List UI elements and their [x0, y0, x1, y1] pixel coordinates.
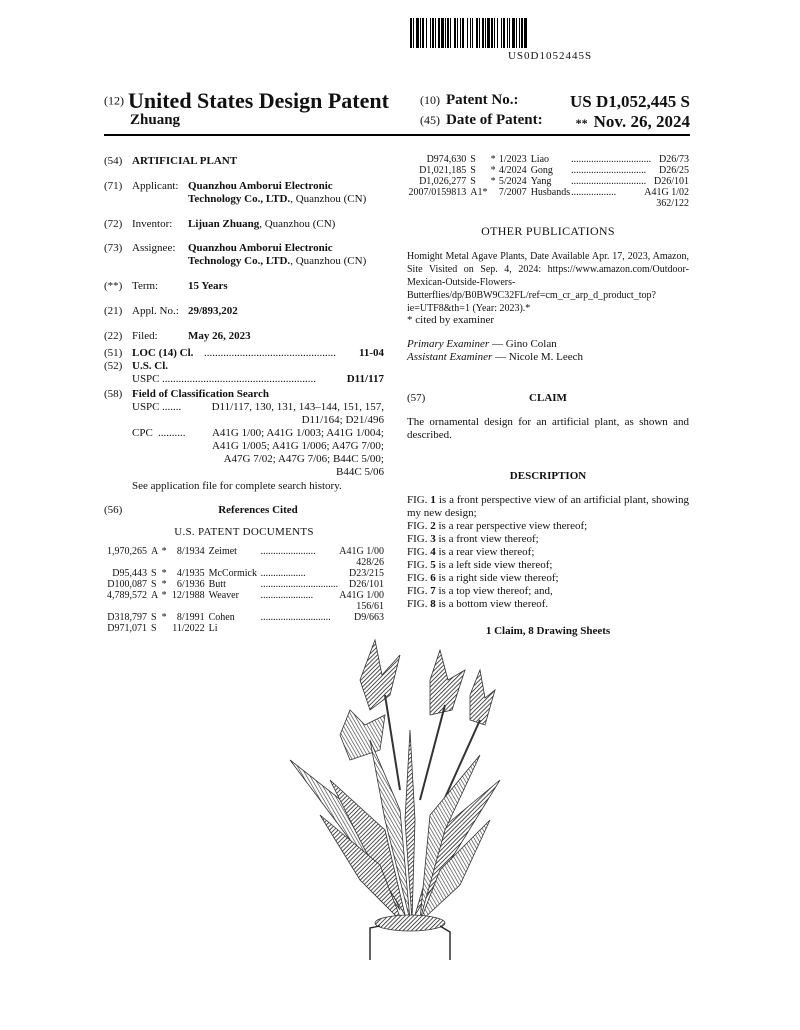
fig-number: 8 — [430, 598, 436, 610]
figure-description — [407, 559, 689, 572]
reference-cited-marker: * — [161, 568, 167, 579]
reference-cited-marker: * — [161, 590, 167, 601]
leader-dots — [261, 623, 336, 634]
fig-text: is a right side view thereof; — [435, 572, 559, 584]
field-73-assignee — [104, 242, 384, 272]
reference-date: 8/1934 — [176, 546, 205, 557]
references-table — [407, 154, 689, 209]
date-marker: ** — [575, 116, 588, 130]
leader-dots: .............................. — [571, 165, 647, 176]
barcode — [410, 18, 690, 48]
document-title: United States Design Patent — [128, 88, 389, 113]
cited-by-examiner: * cited by examiner — [407, 314, 495, 326]
reference-row — [407, 154, 689, 165]
field-54-title — [104, 155, 384, 169]
fig-text: is a front perspective view of an artificial plant, showing my new design; — [407, 494, 689, 519]
reference-inventor: Weaver — [208, 590, 239, 601]
figure-description — [407, 598, 689, 611]
reference-kind: S — [470, 154, 476, 165]
patent-date-label: Date of Patent: — [446, 112, 543, 128]
reference-kind: S — [151, 579, 157, 590]
other-publications-text: Homight Metal Agave Plants, Date Available Apr. 17, 2023, Amazon, Site Visited on Sep. 4, 2024: https://www.amazon.com/Outdoor-Mexican-Outside-Flowers-Butterflies/dp/B0BW9C32FL/ref=cm_cr_arp_d_product_top?ie=UTF8&th=1 (Year: 2023).* — [407, 251, 689, 314]
patent-number: US D1,052,445 S — [570, 92, 690, 111]
figure-description — [407, 520, 689, 533]
uspc-search-line-2: D11/164; D21/496 — [301, 414, 384, 426]
fig-number: 4 — [430, 546, 436, 558]
field-57-claim-header — [407, 392, 689, 406]
field-22-filed — [104, 330, 384, 344]
fig-prefix: FIG. — [407, 520, 431, 532]
figure-description — [407, 572, 689, 585]
leader-dots: .......... — [158, 427, 186, 439]
reference-number: 2007/0159813 — [408, 187, 467, 198]
assistant-examiner-label: Assistant Examiner — [407, 351, 493, 363]
inventor-name: Lijuan Zhuang — [188, 218, 260, 230]
reference-row — [104, 612, 384, 623]
reference-date: 5/2024 — [498, 176, 527, 187]
barcode-number: US0D1052445S — [507, 50, 593, 62]
patent-number-label: Patent No.: — [446, 92, 519, 108]
reference-class-secondary: 362/122 — [656, 198, 689, 209]
fig-number: 5 — [430, 559, 436, 571]
reference-number: D1,026,277 — [419, 176, 467, 187]
reference-number: 1,970,265 — [107, 546, 147, 557]
reference-class: D26/101 — [349, 579, 384, 590]
loc-label: LOC (14) Cl. — [132, 347, 194, 359]
design-drawing-artificial-plant — [290, 640, 520, 960]
us-cl-label: U.S. Cl. — [132, 360, 169, 372]
cpc-search-line-1: A41G 1/00; A41G 1/003; A41G 1/004; — [211, 427, 384, 439]
fig-prefix: FIG. — [407, 585, 431, 597]
inid-code: (52) — [104, 360, 123, 372]
references-list-left — [104, 546, 384, 634]
reference-row — [407, 176, 689, 187]
inid-code: (10) — [420, 93, 440, 107]
field-21-appl-no — [104, 305, 384, 319]
reference-date: 1/2023 — [498, 154, 527, 165]
design-title: ARTIFICIAL PLANT — [132, 155, 238, 167]
other-publications-title: OTHER PUBLICATIONS — [481, 224, 615, 238]
inid-code: (57) — [407, 392, 426, 404]
fig-text: is a rear perspective view thereof; — [435, 520, 588, 532]
figure-description — [407, 546, 689, 559]
assistant-examiner-name: — Nicole M. Leech — [492, 351, 583, 363]
leader-dots: ................................................ — [204, 347, 336, 359]
reference-date: 4/1935 — [176, 568, 205, 579]
fig-text: is a top view thereof; and, — [435, 585, 553, 597]
reference-cited-marker: * — [490, 176, 496, 187]
cpc-search-line-2: A41G 1/005; A41G 1/006; A47G 7/00; — [211, 440, 384, 452]
patent-id-block — [420, 92, 690, 132]
reference-number: D95,443 — [112, 568, 147, 579]
inventor-location: , Quanzhou (CN) — [259, 218, 336, 230]
reference-cited-marker — [159, 623, 169, 634]
reference-class — [336, 623, 384, 634]
reference-date: 4/2024 — [498, 165, 527, 176]
assignee-name: Quanzhou Amborui Electronic Technology Co., LTD. — [188, 242, 333, 267]
figure-description — [407, 533, 689, 546]
reference-class: D26/73 — [659, 154, 689, 165]
artificial-plant-figure — [290, 640, 520, 960]
patent-date: Nov. 26, 2024 — [593, 112, 690, 131]
inid-code: (72) — [104, 218, 123, 230]
inventor-label: Inventor: — [132, 218, 173, 230]
leader-dots: ...................... — [260, 546, 316, 557]
leader-dots: ....... — [162, 401, 182, 413]
fig-prefix: FIG. — [407, 533, 431, 545]
reference-date: 6/1936 — [176, 579, 205, 590]
reference-inventor: McCormick — [208, 568, 257, 579]
reference-inventor: Yang — [530, 176, 552, 187]
primary-examiner-label: Primary Examiner — [407, 338, 490, 350]
reference-kind: S — [470, 165, 476, 176]
fig-text: is a left side view thereof; — [435, 559, 553, 571]
reference-row — [104, 546, 384, 557]
field-71-applicant — [104, 180, 384, 210]
field-term — [104, 280, 384, 294]
reference-class-secondary: 428/26 — [356, 557, 384, 568]
reference-number: D1,021,185 — [419, 165, 467, 176]
fig-prefix: FIG. — [407, 494, 431, 506]
leader-dots: .............................. — [571, 176, 647, 187]
reference-cited-marker: * — [490, 154, 496, 165]
us-patent-documents-title: U.S. PATENT DOCUMENTS — [174, 526, 314, 538]
fig-prefix: FIG. — [407, 546, 431, 558]
field-51-loc — [104, 347, 384, 361]
reference-cited-marker: * — [161, 612, 167, 623]
reference-cited-marker — [488, 187, 498, 198]
reference-row — [104, 568, 384, 579]
reference-inventor: Cohen — [208, 612, 235, 623]
barcode-bar — [527, 18, 529, 48]
reference-inventor: Li — [208, 623, 218, 634]
reference-row — [104, 579, 384, 590]
reference-row — [104, 590, 384, 601]
assistant-examiner — [407, 351, 689, 364]
leader-dots: ............................ — [260, 612, 331, 623]
references-table — [104, 546, 384, 634]
inid-code: (22) — [104, 330, 123, 342]
inid-code: (**) — [104, 280, 123, 292]
reference-number: D971,071 — [107, 623, 147, 634]
description-title: DESCRIPTION — [509, 470, 587, 482]
classification-search-label: Field of Classification Search — [132, 388, 269, 400]
leader-dots: .................. — [571, 187, 617, 198]
filed-value: May 26, 2023 — [188, 330, 251, 342]
reference-date: 7/2007 — [498, 187, 527, 198]
patent-type-title — [104, 88, 389, 114]
reference-inventor: Zeimet — [208, 546, 237, 557]
reference-cited-marker: * — [490, 165, 496, 176]
reference-date: 8/1991 — [176, 612, 205, 623]
fig-number: 1 — [430, 494, 436, 506]
applicant-location: , Quanzhou (CN) — [290, 193, 367, 205]
cpc-search-line-3: A47G 7/02; A47G 7/06; B44C 5/00; — [223, 453, 384, 465]
inid-code: (54) — [104, 155, 123, 167]
reference-kind: S — [151, 568, 157, 579]
fig-number: 2 — [430, 520, 436, 532]
reference-kind: A1* — [470, 187, 488, 198]
fig-number: 3 — [430, 533, 436, 545]
reference-number: D974,630 — [426, 154, 467, 165]
leader-dots: ........................................................ — [162, 373, 316, 385]
fig-text: is a front view thereof; — [435, 533, 539, 545]
reference-row-continuation — [104, 601, 384, 612]
reference-row — [407, 187, 689, 198]
reference-number: 4,789,572 — [107, 590, 147, 601]
first-inventor-surname: Zhuang — [130, 112, 181, 128]
figure-descriptions — [407, 494, 689, 611]
uspc-search-line-1: D11/117, 130, 131, 143–144, 151, 157, — [211, 401, 384, 413]
field-52-us-cl — [104, 360, 384, 388]
reference-cited-marker: * — [161, 546, 167, 557]
references-cited-title: References Cited — [218, 504, 298, 516]
reference-kind: A — [151, 546, 159, 557]
reference-date: 12/1988 — [171, 590, 205, 601]
inid-code: (51) — [104, 347, 123, 359]
reference-class-secondary: 156/61 — [356, 601, 384, 612]
fig-prefix: FIG. — [407, 572, 431, 584]
uspc-label: USPC — [132, 373, 160, 385]
leader-dots: ..................... — [260, 590, 314, 601]
inid-code: (71) — [104, 180, 123, 192]
term-value: 15 Years — [188, 280, 228, 292]
fig-prefix: FIG. — [407, 598, 431, 610]
patent-date-row — [420, 112, 690, 132]
search-history-note: See application file for complete search history. — [132, 480, 342, 492]
inid-code: (21) — [104, 305, 123, 317]
applicant-label: Applicant: — [132, 180, 179, 192]
reference-kind: A — [151, 590, 159, 601]
reference-date: 11/2022 — [172, 623, 205, 634]
assignee-location: , Quanzhou (CN) — [290, 255, 367, 267]
fig-number: 6 — [430, 572, 436, 584]
appl-no-label: Appl. No.: — [132, 305, 179, 317]
reference-cited-marker: * — [161, 579, 167, 590]
leader-dots: .................. — [260, 568, 306, 579]
references-list-right — [407, 154, 689, 209]
reference-kind: S — [151, 612, 157, 623]
loc-value: 11-04 — [358, 347, 384, 359]
cpc-search-line-4: B44C 5/06 — [336, 466, 384, 478]
header-divider — [104, 134, 690, 136]
inid-code: (73) — [104, 242, 123, 254]
reference-row-continuation — [407, 198, 689, 209]
reference-number: D318,797 — [107, 612, 147, 623]
reference-row-continuation — [104, 557, 384, 568]
inid-code: (45) — [420, 113, 440, 127]
uspc-label: USPC — [132, 401, 160, 413]
claim-text: The ornamental design for an artificial plant, as shown and described. — [407, 416, 689, 441]
reference-row — [407, 165, 689, 176]
reference-row — [104, 623, 384, 634]
reference-inventor: Butt — [208, 579, 226, 590]
reference-class: A41G 1/00 — [339, 590, 384, 601]
leader-dots: ............................... — [260, 579, 339, 590]
figure-description — [407, 585, 689, 598]
field-56-references — [104, 504, 384, 518]
reference-class: D26/101 — [654, 176, 689, 187]
filed-label: Filed: — [132, 330, 158, 342]
field-58-classification-search — [104, 388, 384, 493]
figure-description — [407, 494, 689, 520]
fig-text: is a bottom view thereof. — [435, 598, 549, 610]
fig-text: is a rear view thereof; — [435, 546, 535, 558]
primary-examiner — [407, 338, 689, 351]
reference-class: D9/663 — [354, 612, 384, 623]
fig-number: 7 — [430, 585, 436, 597]
patent-number-row — [420, 92, 690, 112]
reference-inventor: Gong — [530, 165, 553, 176]
reference-class: D26/25 — [659, 165, 689, 176]
inid-code: (56) — [104, 504, 123, 516]
applicant-name: Quanzhou Amborui Electronic Technology Co., LTD. — [188, 180, 333, 205]
cpc-label: CPC — [132, 427, 153, 439]
reference-kind: S — [151, 623, 157, 634]
inid-code: (12) — [104, 93, 124, 108]
reference-inventor: Liao — [530, 154, 550, 165]
us-cl-value: D11/117 — [346, 373, 384, 385]
fig-prefix: FIG. — [407, 559, 431, 571]
appl-no-value: 29/893,202 — [188, 305, 238, 317]
reference-class: A41G 1/00 — [339, 546, 384, 557]
claim-title: CLAIM — [529, 392, 567, 404]
reference-class: D23/215 — [349, 568, 384, 579]
field-72-inventor — [104, 218, 384, 232]
leader-dots: ................................ — [571, 154, 652, 165]
reference-number: D100,087 — [107, 579, 147, 590]
claims-sheets-count: 1 Claim, 8 Drawing Sheets — [485, 625, 611, 637]
reference-kind: S — [470, 176, 476, 187]
primary-examiner-name: — Gino Colan — [489, 338, 557, 350]
reference-class: A41G 1/02 — [644, 187, 689, 198]
reference-inventor: Husbands — [530, 187, 571, 198]
inid-code: (58) — [104, 388, 123, 400]
assignee-label: Assignee: — [132, 242, 176, 254]
term-label: Term: — [132, 280, 159, 292]
